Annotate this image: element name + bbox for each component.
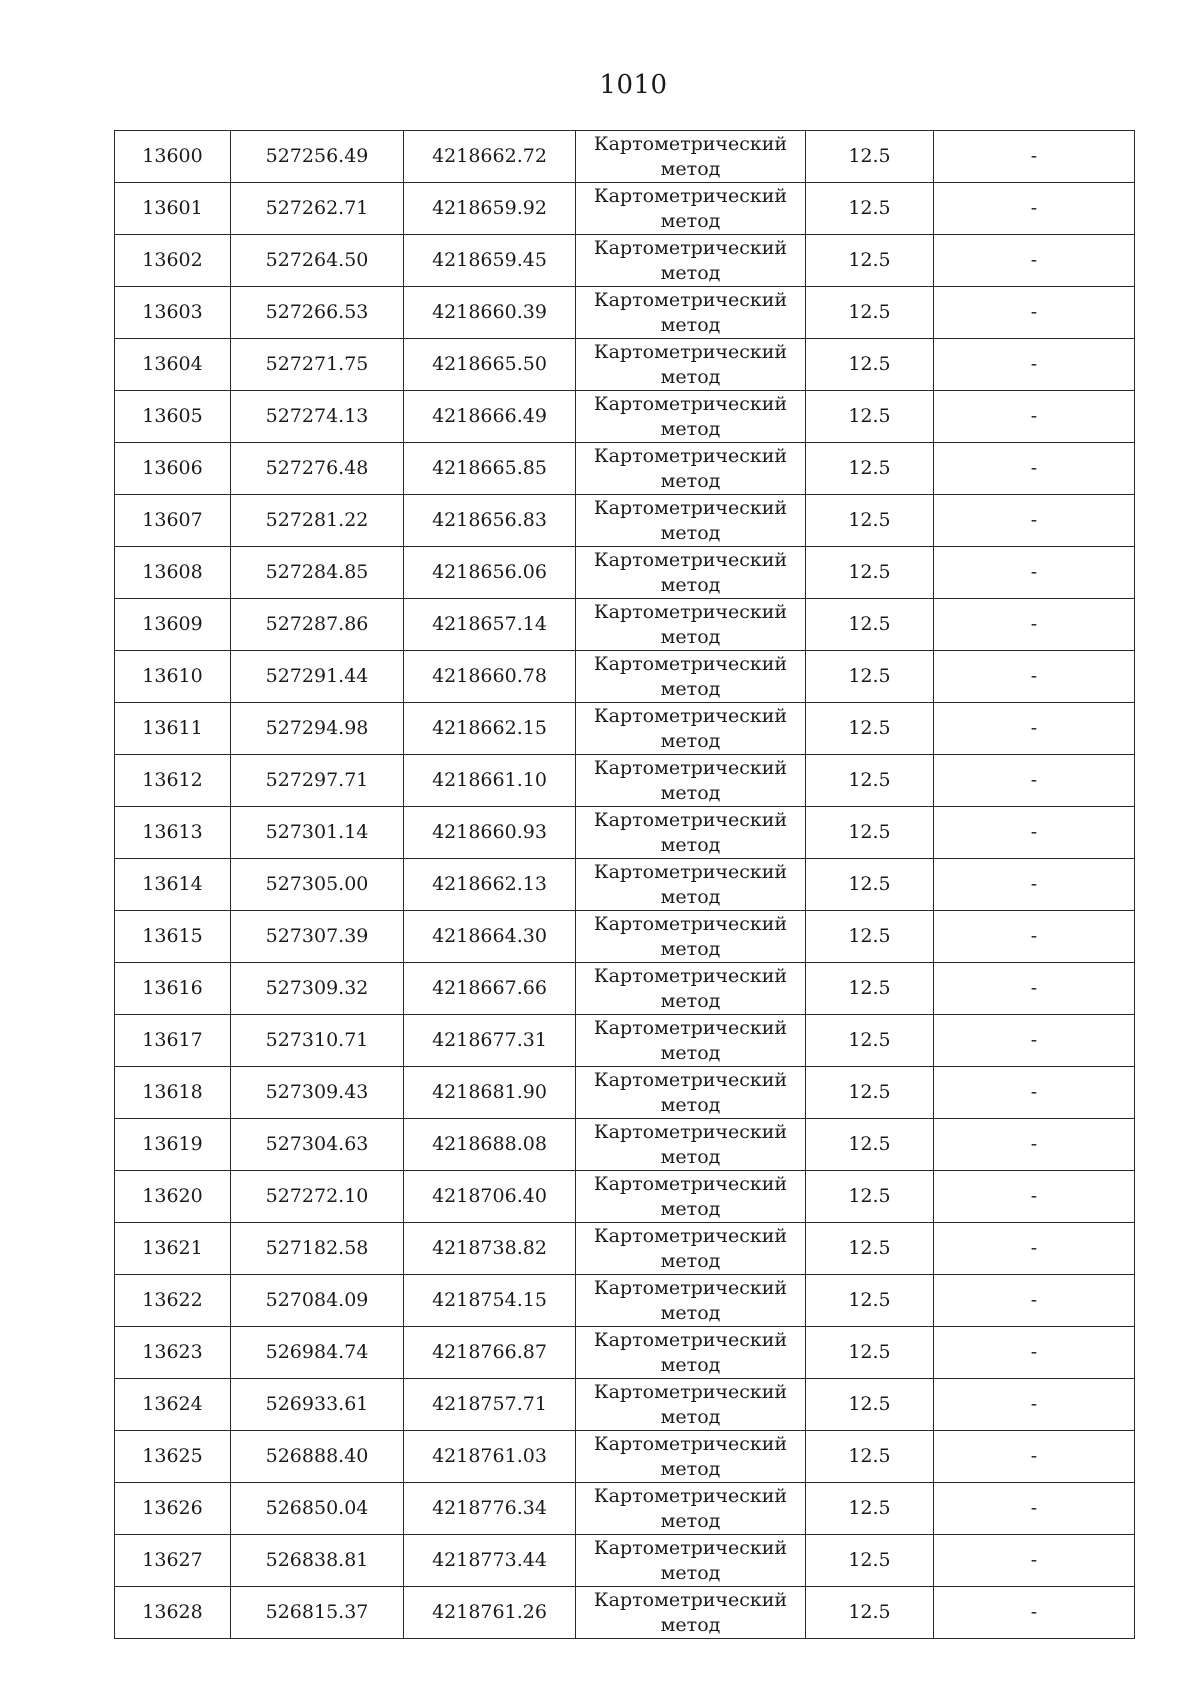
table-row xyxy=(115,1431,1135,1483)
accuracy-cell: 12.5 xyxy=(806,599,934,651)
accuracy-cell: 12.5 xyxy=(806,235,934,287)
y-coordinate-cell: 4218665.50 xyxy=(404,339,576,391)
point-number-cell: 13619 xyxy=(115,1119,231,1171)
accuracy-cell: 12.5 xyxy=(806,859,934,911)
table-row xyxy=(115,755,1135,807)
method-line-2: метод xyxy=(660,1457,721,1480)
method-cell xyxy=(576,1431,806,1483)
note-cell: - xyxy=(934,287,1135,339)
y-coordinate-cell: 4218657.14 xyxy=(404,599,576,651)
point-number-cell: 13603 xyxy=(115,287,231,339)
method-line-1: Картометрический xyxy=(593,912,788,935)
x-coordinate-cell: 526888.40 xyxy=(231,1431,404,1483)
accuracy-cell: 12.5 xyxy=(806,1275,934,1327)
accuracy-cell: 12.5 xyxy=(806,1223,934,1275)
method-line-2: метод xyxy=(660,937,721,960)
y-coordinate-cell: 4218656.06 xyxy=(404,547,576,599)
y-coordinate-cell: 4218776.34 xyxy=(404,1483,576,1535)
coordinates-table xyxy=(114,130,1135,1639)
y-coordinate-cell: 4218660.93 xyxy=(404,807,576,859)
point-number-cell: 13608 xyxy=(115,547,231,599)
method-cell xyxy=(576,1483,806,1535)
method-line-1: Картометрический xyxy=(593,1536,788,1559)
point-number-cell: 13602 xyxy=(115,235,231,287)
point-number-cell: 13621 xyxy=(115,1223,231,1275)
accuracy-cell: 12.5 xyxy=(806,1327,934,1379)
method-cell xyxy=(576,1171,806,1223)
accuracy-cell: 12.5 xyxy=(806,807,934,859)
method-cell xyxy=(576,807,806,859)
table-body xyxy=(115,131,1135,1639)
x-coordinate-cell: 527264.50 xyxy=(231,235,404,287)
x-coordinate-cell: 527182.58 xyxy=(231,1223,404,1275)
method-line-1: Картометрический xyxy=(593,860,788,883)
point-number-cell: 13606 xyxy=(115,443,231,495)
method-line-1: Картометрический xyxy=(593,756,788,779)
y-coordinate-cell: 4218662.13 xyxy=(404,859,576,911)
x-coordinate-cell: 527287.86 xyxy=(231,599,404,651)
method-line-2: метод xyxy=(660,261,721,284)
note-cell: - xyxy=(934,1119,1135,1171)
point-number-cell: 13626 xyxy=(115,1483,231,1535)
method-line-1: Картометрический xyxy=(593,808,788,831)
x-coordinate-cell: 527274.13 xyxy=(231,391,404,443)
method-line-1: Картометрический xyxy=(593,1432,788,1455)
table-row xyxy=(115,287,1135,339)
table-row xyxy=(115,599,1135,651)
method-line-1: Картометрический xyxy=(593,496,788,519)
method-line-1: Картометрический xyxy=(593,1068,788,1091)
note-cell: - xyxy=(934,443,1135,495)
x-coordinate-cell: 526984.74 xyxy=(231,1327,404,1379)
x-coordinate-cell: 527271.75 xyxy=(231,339,404,391)
accuracy-cell: 12.5 xyxy=(806,911,934,963)
accuracy-cell: 12.5 xyxy=(806,339,934,391)
accuracy-cell: 12.5 xyxy=(806,495,934,547)
method-line-2: метод xyxy=(660,1093,721,1116)
method-cell xyxy=(576,1067,806,1119)
method-line-1: Картометрический xyxy=(593,1120,788,1143)
method-cell xyxy=(576,443,806,495)
x-coordinate-cell: 527084.09 xyxy=(231,1275,404,1327)
method-line-2: метод xyxy=(660,885,721,908)
table-row xyxy=(115,1223,1135,1275)
table-row xyxy=(115,495,1135,547)
method-line-2: метод xyxy=(660,417,721,440)
method-cell xyxy=(576,599,806,651)
point-number-cell: 13622 xyxy=(115,1275,231,1327)
point-number-cell: 13613 xyxy=(115,807,231,859)
y-coordinate-cell: 4218662.72 xyxy=(404,131,576,183)
x-coordinate-cell: 527284.85 xyxy=(231,547,404,599)
accuracy-cell: 12.5 xyxy=(806,651,934,703)
method-line-2: метод xyxy=(660,1197,721,1220)
accuracy-cell: 12.5 xyxy=(806,131,934,183)
accuracy-cell: 12.5 xyxy=(806,963,934,1015)
x-coordinate-cell: 527304.63 xyxy=(231,1119,404,1171)
point-number-cell: 13618 xyxy=(115,1067,231,1119)
y-coordinate-cell: 4218773.44 xyxy=(404,1535,576,1587)
y-coordinate-cell: 4218667.66 xyxy=(404,963,576,1015)
method-line-2: метод xyxy=(660,625,721,648)
table-row xyxy=(115,339,1135,391)
accuracy-cell: 12.5 xyxy=(806,1587,934,1639)
method-line-1: Картометрический xyxy=(593,1484,788,1507)
accuracy-cell: 12.5 xyxy=(806,443,934,495)
method-cell xyxy=(576,859,806,911)
method-line-1: Картометрический xyxy=(593,1276,788,1299)
method-line-1: Картометрический xyxy=(593,236,788,259)
table-row xyxy=(115,807,1135,859)
accuracy-cell: 12.5 xyxy=(806,1431,934,1483)
accuracy-cell: 12.5 xyxy=(806,703,934,755)
x-coordinate-cell: 527294.98 xyxy=(231,703,404,755)
table-row xyxy=(115,1171,1135,1223)
y-coordinate-cell: 4218666.49 xyxy=(404,391,576,443)
y-coordinate-cell: 4218706.40 xyxy=(404,1171,576,1223)
method-line-2: метод xyxy=(660,365,721,388)
note-cell: - xyxy=(934,1379,1135,1431)
note-cell: - xyxy=(934,859,1135,911)
y-coordinate-cell: 4218761.26 xyxy=(404,1587,576,1639)
method-line-2: метод xyxy=(660,781,721,804)
method-line-1: Картометрический xyxy=(593,1380,788,1403)
table-row xyxy=(115,391,1135,443)
accuracy-cell: 12.5 xyxy=(806,755,934,807)
note-cell: - xyxy=(934,1431,1135,1483)
method-line-2: метод xyxy=(660,313,721,336)
y-coordinate-cell: 4218660.39 xyxy=(404,287,576,339)
method-line-1: Картометрический xyxy=(593,184,788,207)
note-cell: - xyxy=(934,1587,1135,1639)
y-coordinate-cell: 4218754.15 xyxy=(404,1275,576,1327)
y-coordinate-cell: 4218665.85 xyxy=(404,443,576,495)
method-cell xyxy=(576,1275,806,1327)
method-line-2: метод xyxy=(660,1405,721,1428)
note-cell: - xyxy=(934,131,1135,183)
x-coordinate-cell: 527281.22 xyxy=(231,495,404,547)
method-cell xyxy=(576,963,806,1015)
note-cell: - xyxy=(934,911,1135,963)
method-cell xyxy=(576,1015,806,1067)
method-line-2: метод xyxy=(660,1353,721,1376)
table-row xyxy=(115,547,1135,599)
point-number-cell: 13628 xyxy=(115,1587,231,1639)
table-row xyxy=(115,1483,1135,1535)
method-line-2: метод xyxy=(660,729,721,752)
x-coordinate-cell: 527309.43 xyxy=(231,1067,404,1119)
point-number-cell: 13610 xyxy=(115,651,231,703)
method-cell xyxy=(576,131,806,183)
note-cell: - xyxy=(934,651,1135,703)
table-row xyxy=(115,963,1135,1015)
y-coordinate-cell: 4218656.83 xyxy=(404,495,576,547)
y-coordinate-cell: 4218766.87 xyxy=(404,1327,576,1379)
x-coordinate-cell: 527307.39 xyxy=(231,911,404,963)
y-coordinate-cell: 4218659.45 xyxy=(404,235,576,287)
y-coordinate-cell: 4218761.03 xyxy=(404,1431,576,1483)
point-number-cell: 13600 xyxy=(115,131,231,183)
table-row xyxy=(115,1587,1135,1639)
method-cell xyxy=(576,1223,806,1275)
y-coordinate-cell: 4218688.08 xyxy=(404,1119,576,1171)
table-row xyxy=(115,235,1135,287)
point-number-cell: 13607 xyxy=(115,495,231,547)
accuracy-cell: 12.5 xyxy=(806,1379,934,1431)
y-coordinate-cell: 4218660.78 xyxy=(404,651,576,703)
method-cell xyxy=(576,183,806,235)
note-cell: - xyxy=(934,495,1135,547)
method-line-1: Картометрический xyxy=(593,1328,788,1351)
accuracy-cell: 12.5 xyxy=(806,1535,934,1587)
accuracy-cell: 12.5 xyxy=(806,1483,934,1535)
y-coordinate-cell: 4218738.82 xyxy=(404,1223,576,1275)
y-coordinate-cell: 4218681.90 xyxy=(404,1067,576,1119)
point-number-cell: 13605 xyxy=(115,391,231,443)
method-line-2: метод xyxy=(660,677,721,700)
method-cell xyxy=(576,235,806,287)
method-line-1: Картометрический xyxy=(593,288,788,311)
note-cell: - xyxy=(934,1067,1135,1119)
method-line-2: метод xyxy=(660,1249,721,1272)
note-cell: - xyxy=(934,183,1135,235)
table-row xyxy=(115,703,1135,755)
x-coordinate-cell: 526838.81 xyxy=(231,1535,404,1587)
table-row xyxy=(115,1535,1135,1587)
point-number-cell: 13614 xyxy=(115,859,231,911)
accuracy-cell: 12.5 xyxy=(806,287,934,339)
method-cell xyxy=(576,547,806,599)
method-cell xyxy=(576,495,806,547)
accuracy-cell: 12.5 xyxy=(806,1067,934,1119)
note-cell: - xyxy=(934,703,1135,755)
note-cell: - xyxy=(934,807,1135,859)
method-line-2: метод xyxy=(660,1561,721,1584)
method-line-2: метод xyxy=(660,1041,721,1064)
y-coordinate-cell: 4218677.31 xyxy=(404,1015,576,1067)
note-cell: - xyxy=(934,755,1135,807)
note-cell: - xyxy=(934,1171,1135,1223)
method-cell xyxy=(576,651,806,703)
method-line-1: Картометрический xyxy=(593,964,788,987)
method-line-2: метод xyxy=(660,1613,721,1636)
accuracy-cell: 12.5 xyxy=(806,391,934,443)
table-row xyxy=(115,651,1135,703)
method-line-1: Картометрический xyxy=(593,1172,788,1195)
x-coordinate-cell: 527291.44 xyxy=(231,651,404,703)
y-coordinate-cell: 4218661.10 xyxy=(404,755,576,807)
method-line-2: метод xyxy=(660,1509,721,1532)
table-row xyxy=(115,1379,1135,1431)
accuracy-cell: 12.5 xyxy=(806,1119,934,1171)
table-row xyxy=(115,183,1135,235)
y-coordinate-cell: 4218664.30 xyxy=(404,911,576,963)
method-line-1: Картометрический xyxy=(593,392,788,415)
note-cell: - xyxy=(934,391,1135,443)
x-coordinate-cell: 527297.71 xyxy=(231,755,404,807)
method-cell xyxy=(576,1327,806,1379)
note-cell: - xyxy=(934,599,1135,651)
method-cell xyxy=(576,755,806,807)
point-number-cell: 13624 xyxy=(115,1379,231,1431)
point-number-cell: 13609 xyxy=(115,599,231,651)
method-line-1: Картометрический xyxy=(593,548,788,571)
method-cell xyxy=(576,1119,806,1171)
point-number-cell: 13616 xyxy=(115,963,231,1015)
method-line-1: Картометрический xyxy=(593,1588,788,1611)
y-coordinate-cell: 4218757.71 xyxy=(404,1379,576,1431)
method-line-2: метод xyxy=(660,573,721,596)
table-row xyxy=(115,1119,1135,1171)
method-line-2: метод xyxy=(660,1145,721,1168)
note-cell: - xyxy=(934,1535,1135,1587)
point-number-cell: 13625 xyxy=(115,1431,231,1483)
method-line-1: Картометрический xyxy=(593,600,788,623)
x-coordinate-cell: 526850.04 xyxy=(231,1483,404,1535)
method-line-1: Картометрический xyxy=(593,132,788,155)
note-cell: - xyxy=(934,1015,1135,1067)
accuracy-cell: 12.5 xyxy=(806,183,934,235)
method-cell xyxy=(576,287,806,339)
page-number: 1010 xyxy=(599,70,668,100)
note-cell: - xyxy=(934,235,1135,287)
method-line-2: метод xyxy=(660,989,721,1012)
x-coordinate-cell: 527310.71 xyxy=(231,1015,404,1067)
method-line-1: Картометрический xyxy=(593,1016,788,1039)
x-coordinate-cell: 527276.48 xyxy=(231,443,404,495)
method-line-1: Картометрический xyxy=(593,1224,788,1247)
method-cell xyxy=(576,391,806,443)
method-cell xyxy=(576,1587,806,1639)
table-row xyxy=(115,1015,1135,1067)
x-coordinate-cell: 527266.53 xyxy=(231,287,404,339)
table-row xyxy=(115,1275,1135,1327)
method-line-1: Картометрический xyxy=(593,444,788,467)
point-number-cell: 13620 xyxy=(115,1171,231,1223)
method-cell xyxy=(576,339,806,391)
x-coordinate-cell: 527305.00 xyxy=(231,859,404,911)
point-number-cell: 13604 xyxy=(115,339,231,391)
point-number-cell: 13612 xyxy=(115,755,231,807)
method-cell xyxy=(576,911,806,963)
table-row xyxy=(115,131,1135,183)
method-line-1: Картометрический xyxy=(593,340,788,363)
point-number-cell: 13601 xyxy=(115,183,231,235)
method-cell xyxy=(576,1535,806,1587)
x-coordinate-cell: 527256.49 xyxy=(231,131,404,183)
note-cell: - xyxy=(934,339,1135,391)
accuracy-cell: 12.5 xyxy=(806,1015,934,1067)
table-row xyxy=(115,443,1135,495)
method-line-2: метод xyxy=(660,1301,721,1324)
method-cell xyxy=(576,1379,806,1431)
note-cell: - xyxy=(934,1327,1135,1379)
note-cell: - xyxy=(934,963,1135,1015)
method-cell xyxy=(576,703,806,755)
x-coordinate-cell: 527272.10 xyxy=(231,1171,404,1223)
method-line-2: метод xyxy=(660,469,721,492)
x-coordinate-cell: 527309.32 xyxy=(231,963,404,1015)
accuracy-cell: 12.5 xyxy=(806,547,934,599)
method-line-2: метод xyxy=(660,209,721,232)
method-line-1: Картометрический xyxy=(593,652,788,675)
table-row xyxy=(115,911,1135,963)
accuracy-cell: 12.5 xyxy=(806,1171,934,1223)
table-row xyxy=(115,1327,1135,1379)
point-number-cell: 13623 xyxy=(115,1327,231,1379)
note-cell: - xyxy=(934,1275,1135,1327)
x-coordinate-cell: 526815.37 xyxy=(231,1587,404,1639)
note-cell: - xyxy=(934,1483,1135,1535)
x-coordinate-cell: 527262.71 xyxy=(231,183,404,235)
table-row xyxy=(115,1067,1135,1119)
method-line-2: метод xyxy=(660,157,721,180)
note-cell: - xyxy=(934,1223,1135,1275)
point-number-cell: 13611 xyxy=(115,703,231,755)
point-number-cell: 13617 xyxy=(115,1015,231,1067)
method-line-1: Картометрический xyxy=(593,704,788,727)
method-line-2: метод xyxy=(660,521,721,544)
table-row xyxy=(115,859,1135,911)
y-coordinate-cell: 4218659.92 xyxy=(404,183,576,235)
note-cell: - xyxy=(934,547,1135,599)
x-coordinate-cell: 527301.14 xyxy=(231,807,404,859)
point-number-cell: 13627 xyxy=(115,1535,231,1587)
y-coordinate-cell: 4218662.15 xyxy=(404,703,576,755)
point-number-cell: 13615 xyxy=(115,911,231,963)
method-line-2: метод xyxy=(660,833,721,856)
x-coordinate-cell: 526933.61 xyxy=(231,1379,404,1431)
